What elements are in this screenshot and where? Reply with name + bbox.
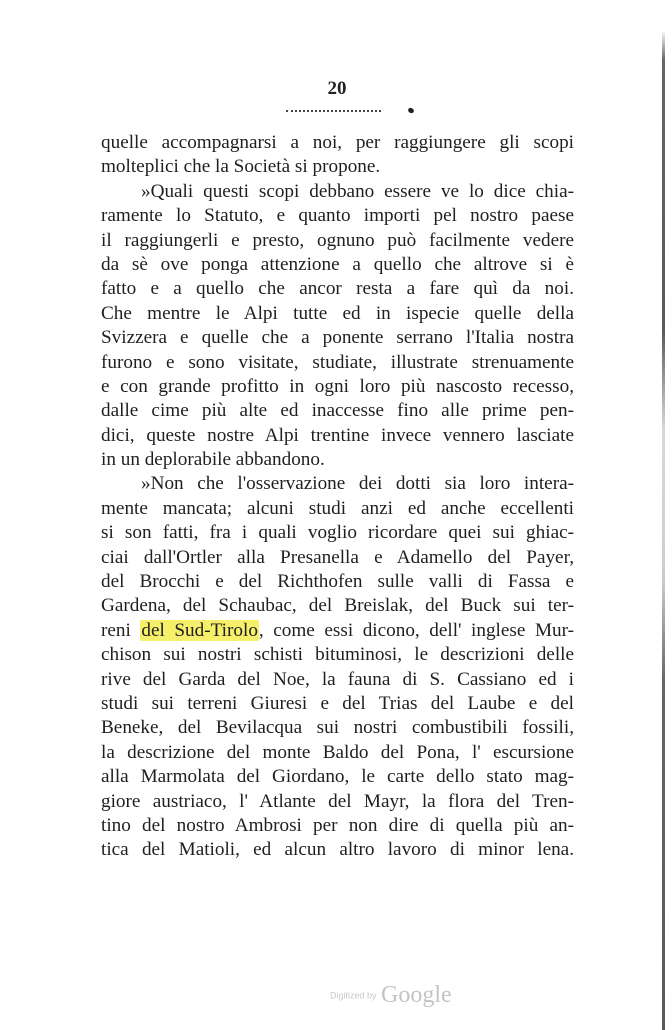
text-line: del Brocchi e del Richthofen sulle valli di Fassa e <box>101 571 574 593</box>
text-line: la descrizione del monte Baldo del Pona, l' escursione <box>101 741 574 763</box>
text-line: Svizzera e quelle che a ponente serrano l'Italia nostra <box>101 327 574 349</box>
text-line: da sè ove ponga attenzione a quello che altrove si è <box>101 253 574 275</box>
text-line: »Non che l'osservazione dei dotti sia loro intera- <box>141 473 574 495</box>
text-line: rive del Garda del Noe, la fauna di S. Cassiano ed i <box>101 668 574 690</box>
text-line: ramente lo Statuto, e quanto importi pel nostro paese <box>101 205 574 227</box>
text-line: Gardena, del Schaubac, del Breislak, del Buck sui ter- <box>101 595 574 617</box>
dotted-rule <box>286 110 381 112</box>
text-line: molteplici che la Società si propone. <box>101 156 381 178</box>
text-line: Beneke, del Bevilacqua sui nostri combustibili fossili, <box>101 717 574 739</box>
text-line: mente mancata; alcuni studi anzi ed anche eccellenti <box>101 497 574 519</box>
text-line <box>101 619 574 643</box>
text-line: il raggiungerli e presto, ognuno può facilmente vedere <box>101 229 574 251</box>
text-line: furono e sono visitate, studiate, illustrate strenuamente <box>101 351 574 373</box>
text-line: tino del nostro Ambrosi per non dire di quella più an- <box>101 814 574 836</box>
google-logo: Google <box>380 982 452 1008</box>
text-line: fatto e a quello che ancor resta a fare quì da noi. <box>101 278 574 300</box>
text-segment: , come essi dicono, dell' inglese Mur- <box>258 619 574 641</box>
text-line: si son fatti, fra i quali voglio ricordare quei sui ghiac- <box>101 522 574 544</box>
text-line: chison sui nostri schisti bituminosi, le descrizioni delle <box>101 644 574 666</box>
ink-speck <box>407 107 415 114</box>
text-line: ciai dall'Ortler alla Presanella e Adamello del Payer, <box>101 546 574 568</box>
text-line: giore austriaco, l' Atlante del Mayr, la flora del Tren- <box>101 790 574 812</box>
text-line: Che mentre le Alpi tutte ed in ispecie quelle della <box>101 302 574 324</box>
digitized-watermark <box>330 982 452 1009</box>
text-line: »Quali questi scopi debbano essere ve lo dice chia- <box>141 180 574 202</box>
digitized-label: Digitized by <box>330 990 377 1001</box>
body-text <box>101 131 574 863</box>
text-line: alla Marmolata del Giordano, le carte dello stato mag- <box>101 766 574 788</box>
text-line: e con grande profitto in ogni loro più nascosto recesso, <box>101 375 574 397</box>
text-segment: reni <box>101 619 141 641</box>
text-line: tica del Matioli, ed alcun altro lavoro di minor lena. <box>101 839 574 861</box>
highlighted-text[interactable]: del Sud-Tirolo <box>141 619 258 641</box>
page-edge-shadow <box>662 30 665 1030</box>
text-line: dalle cime più alte ed inaccesse fino alle prime pen- <box>101 400 574 422</box>
text-line: studi sui terreni Giuresi e del Trias del Laube e del <box>101 692 574 714</box>
text-line: in un deplorabile abbandono. <box>101 449 325 471</box>
text-line: dici, queste nostre Alpi trentine invece vennero lasciate <box>101 424 574 446</box>
page-number: 20 <box>327 78 347 99</box>
text-line: quelle accompagnarsi a noi, per raggiungere gli scopi <box>101 132 574 153</box>
